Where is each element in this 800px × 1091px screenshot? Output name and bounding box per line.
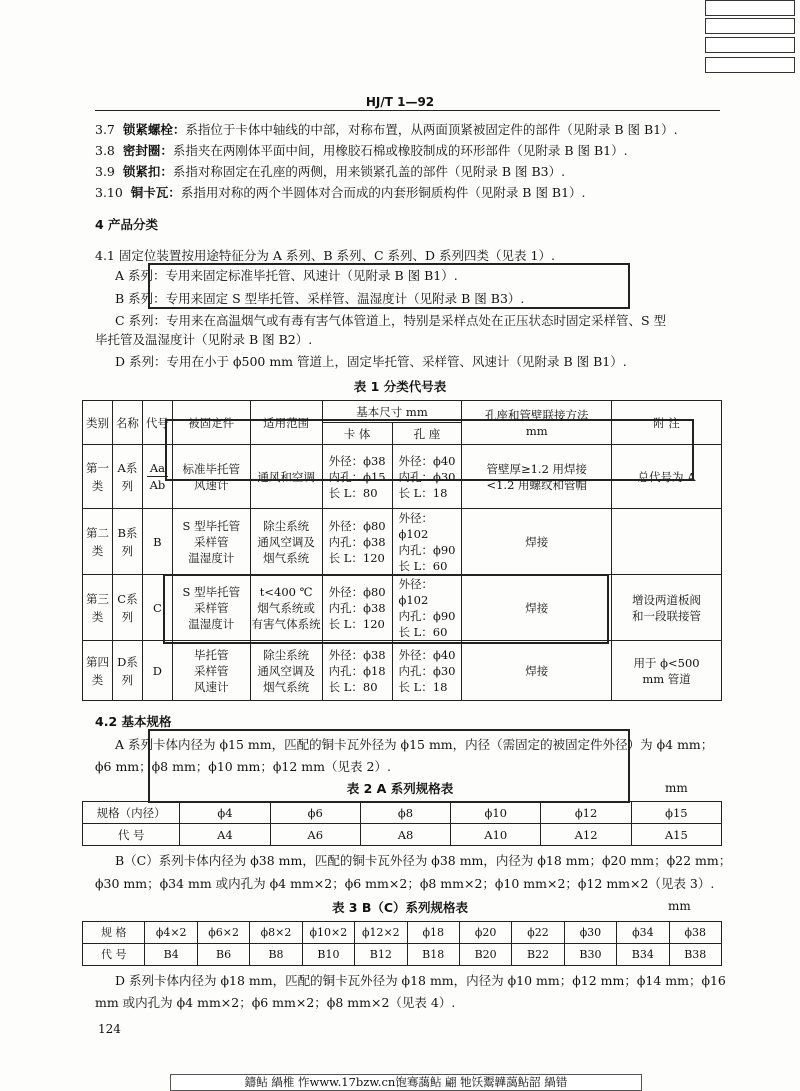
definition-3-10: 3.10 铜卡瓦：系指用对称的两个半圆体对合而成的内套形铜质构件（见附录 B 图 B1）. <box>95 185 586 200</box>
header-note: 附 注 <box>612 401 722 445</box>
code-cell: B18 <box>407 944 459 966</box>
table-row <box>83 445 722 509</box>
header-code: 代号 <box>142 401 172 445</box>
row-code: D <box>142 641 172 701</box>
table2-caption: 表 2 A 系列规格表 <box>346 781 454 796</box>
row-seat-size: 外径：ϕ102 内孔：ϕ90 长 L：60 <box>392 575 462 641</box>
row-name: C系列 <box>112 575 142 641</box>
code-cell: B6 <box>197 944 249 966</box>
row-connection: 管壁厚≥1.2 用焊接 <1.2 用螺纹和管帽 <box>462 445 612 509</box>
series-d-spec-line2: mm 或内孔为 ϕ4 mm×2；ϕ6 mm×2；ϕ8 mm×2（见表 4）. <box>95 995 456 1010</box>
row-category: 第四类 <box>83 641 113 701</box>
row-body-size: 外径：ϕ38 内孔：ϕ15 长 L：80 <box>322 445 392 509</box>
row-note: 总代号为 A <box>612 445 722 509</box>
row-range: t<400 ℃ 烟气系统或 有害气体系统 <box>250 575 322 641</box>
code-cell: B10 <box>302 944 354 966</box>
section-4-title: 4 产品分类 <box>95 217 159 232</box>
row-seat-size: 外径：ϕ102 内孔：ϕ90 长 L：60 <box>392 509 462 575</box>
row-fixed-part: S 型毕托管 采样管 温湿度计 <box>172 509 250 575</box>
spec-cell: ϕ30 <box>564 922 616 944</box>
row-connection: 焊接 <box>462 575 612 641</box>
row-seat-size: 外径：ϕ40 内孔：ϕ30 长 L：18 <box>392 641 462 701</box>
page-header: HJ/T 1—92 <box>365 95 435 109</box>
header-name: 名称 <box>112 401 142 445</box>
a-series-spec-table <box>82 801 722 846</box>
row-code: Aa Ab <box>142 445 172 509</box>
code-cell: A10 <box>451 824 541 846</box>
definition-3-8: 3.8 密封圈：系指夹在两刚体平面中间，用橡胶石棉或橡胶制成的环形部件（见附录 B 图 B1）. <box>95 143 628 158</box>
spec-cell: ϕ38 <box>669 922 721 944</box>
code-cell: B34 <box>617 944 669 966</box>
code-cell: A12 <box>541 824 631 846</box>
table2-unit: mm <box>665 781 688 795</box>
spec-cell: ϕ12 <box>541 802 631 824</box>
code-row-label: 代 号 <box>83 944 145 966</box>
table-row <box>83 641 722 701</box>
row-fixed-part: 标准毕托管 风速计 <box>172 445 250 509</box>
table-row <box>83 509 722 575</box>
code-cell: B30 <box>564 944 616 966</box>
table-row <box>83 802 722 824</box>
table-row <box>83 922 722 944</box>
stamp-box-3 <box>705 37 795 53</box>
row-range: 除尘系统 通风空调及 烟气系统 <box>250 509 322 575</box>
code-cell: B4 <box>145 944 197 966</box>
table3-unit: mm <box>668 899 691 913</box>
code-cell: B38 <box>669 944 721 966</box>
code-cell: A8 <box>360 824 450 846</box>
series-bc-spec-line1: B（C）系列卡体内径为 ϕ38 mm，匹配的铜卡瓦外径为 ϕ38 mm，内径为 ϕ18 mm；ϕ20 mm；ϕ22 mm； <box>115 853 732 868</box>
spec-row-label: 规 格 <box>83 922 145 944</box>
definition-3-7: 3.7 锁紧螺栓：系指位于卡体中轴线的中部，对称布置，从两面顶紧被固定件的部件（见附录 B 图 B1）. <box>95 122 678 137</box>
spec-cell: ϕ22 <box>512 922 564 944</box>
spec-cell: ϕ15 <box>631 802 721 824</box>
row-body-size: 外径：ϕ80 内孔：ϕ38 长 L：120 <box>322 509 392 575</box>
row-connection: 焊接 <box>462 641 612 701</box>
row-name: A系列 <box>112 445 142 509</box>
spec-cell: ϕ18 <box>407 922 459 944</box>
section-4-2-title: 4.2 基本规格 <box>95 714 172 729</box>
definition-3-9: 3.9 锁紧扣：系指对称固定在孔座的两侧，用来锁紧孔盖的部件（见附录 B 图 B3）. <box>95 164 566 179</box>
page-number: 124 <box>98 1022 121 1036</box>
spec-cell: ϕ4×2 <box>145 922 197 944</box>
row-fixed-part: 毕托管 采样管 风速计 <box>172 641 250 701</box>
spec-cell: ϕ10 <box>451 802 541 824</box>
stamp-box-2 <box>705 18 795 34</box>
spec-cell: ϕ8 <box>360 802 450 824</box>
bc-series-spec-table <box>82 921 722 966</box>
row-category: 第二类 <box>83 509 113 575</box>
spec-cell: ϕ34 <box>617 922 669 944</box>
table-row <box>83 944 722 966</box>
series-a-desc: A 系列：专用来固定标准毕托管、风速计（见附录 B 图 B1）. <box>115 268 458 283</box>
row-category: 第三类 <box>83 575 113 641</box>
code-cell: B8 <box>250 944 302 966</box>
row-range: 通风和空调 <box>250 445 322 509</box>
spec-cell: ϕ10×2 <box>302 922 354 944</box>
classification-table <box>82 400 722 701</box>
row-body-size: 外径：ϕ38 内孔：ϕ18 长 L：80 <box>322 641 392 701</box>
header-fixed-part: 被固定件 <box>172 401 250 445</box>
code-cell: A15 <box>631 824 721 846</box>
row-range: 除尘系统 通风空调及 烟气系统 <box>250 641 322 701</box>
header-category: 类别 <box>83 401 113 445</box>
code-cell: A4 <box>180 824 270 846</box>
code-cell: B12 <box>355 944 407 966</box>
stamp-box-1 <box>705 0 795 16</box>
row-name: D系列 <box>112 641 142 701</box>
spec-cell: ϕ12×2 <box>355 922 407 944</box>
header-applicable-range: 适用范围 <box>250 401 322 445</box>
table3-caption: 表 3 B（C）系列规格表 <box>331 900 469 915</box>
spec-cell: ϕ6 <box>270 802 360 824</box>
row-code: B <box>142 509 172 575</box>
spec-cell: ϕ20 <box>459 922 511 944</box>
row-note: 用于 ϕ<500 mm 管道 <box>612 641 722 701</box>
series-bc-spec-line2: ϕ30 mm；ϕ34 mm 或内孔为 ϕ4 mm×2；ϕ6 mm×2；ϕ8 mm×2；ϕ10 mm×2；ϕ12 mm×2（见表 3）. <box>95 876 715 891</box>
table-row <box>83 575 722 641</box>
series-b-desc: B 系列：专用来固定 S 型毕托管、采样管、温湿度计（见附录 B 图 B3）. <box>115 291 525 306</box>
header-body: 卡 体 <box>322 423 392 445</box>
spec-cell: ϕ4 <box>180 802 270 824</box>
spec-cell: ϕ6×2 <box>197 922 249 944</box>
table-row <box>83 824 722 846</box>
row-note <box>612 509 722 575</box>
header-basic-size: 基本尺寸 mm <box>322 401 462 423</box>
series-d-spec-line1: D 系列卡体内径为 ϕ18 mm，匹配的铜卡瓦外径为 ϕ18 mm，内径为 ϕ10 mm；ϕ12 mm；ϕ14 mm；ϕ16 <box>115 973 726 988</box>
series-d-desc: D 系列：专用在小于 ϕ500 mm 管道上，固定毕托管、采样管、风速计（见附录 B 图 B1）. <box>115 354 627 369</box>
row-connection: 焊接 <box>462 509 612 575</box>
row-name: B系列 <box>112 509 142 575</box>
spec-row-label: 规格（内径） <box>83 802 180 824</box>
series-c-desc-line1: C 系列：专用来在高温烟气或有毒有害气体管道上，特别是采样点处在正压状态时固定采样管、S 型 <box>115 313 667 328</box>
code-row-label: 代 号 <box>83 824 180 846</box>
row-seat-size: 外径：ϕ40 内孔：ϕ30 长 L：18 <box>392 445 462 509</box>
code-cell: B22 <box>512 944 564 966</box>
table1-caption: 表 1 分类代号表 <box>353 379 447 394</box>
header-seat: 孔 座 <box>392 423 462 445</box>
header-rule <box>95 110 720 111</box>
section-4-1-intro: 4.1 固定位装置按用途特征分为 A 系列、B 系列、C 系列、D 系列四类（见表 1）. <box>95 248 555 263</box>
series-c-desc-line2: 毕托管及温湿度计（见附录 B 图 B2）. <box>95 332 313 347</box>
series-a-spec-line1: A 系列卡体内径为 ϕ15 mm，匹配的铜卡瓦外径为 ϕ15 mm，内径（需固定的被固定件外径）为 ϕ4 mm； <box>115 737 714 752</box>
row-category: 第一类 <box>83 445 113 509</box>
row-note: 增设两道板阀 和一段联接管 <box>612 575 722 641</box>
code-cell: A6 <box>270 824 360 846</box>
header-connection-method: 孔座和管壁联接方法 mm <box>462 401 612 445</box>
series-a-spec-line2: ϕ6 mm；ϕ8 mm；ϕ10 mm；ϕ12 mm（见表 2）. <box>95 759 391 774</box>
row-body-size: 外径：ϕ80 内孔：ϕ38 长 L：120 <box>322 575 392 641</box>
spec-cell: ϕ8×2 <box>250 922 302 944</box>
stamp-box-4 <box>705 57 795 73</box>
row-fixed-part: S 型毕托管 采样管 温湿度计 <box>172 575 250 641</box>
code-cell: B20 <box>459 944 511 966</box>
footer-watermark-bar: 鑄鲇 緺椎 怍www.17bzw.cn饱骞藹鲇 翩 牠饫鬻韡藹鲇韶 緺错 <box>170 1074 642 1091</box>
row-code: C <box>142 575 172 641</box>
